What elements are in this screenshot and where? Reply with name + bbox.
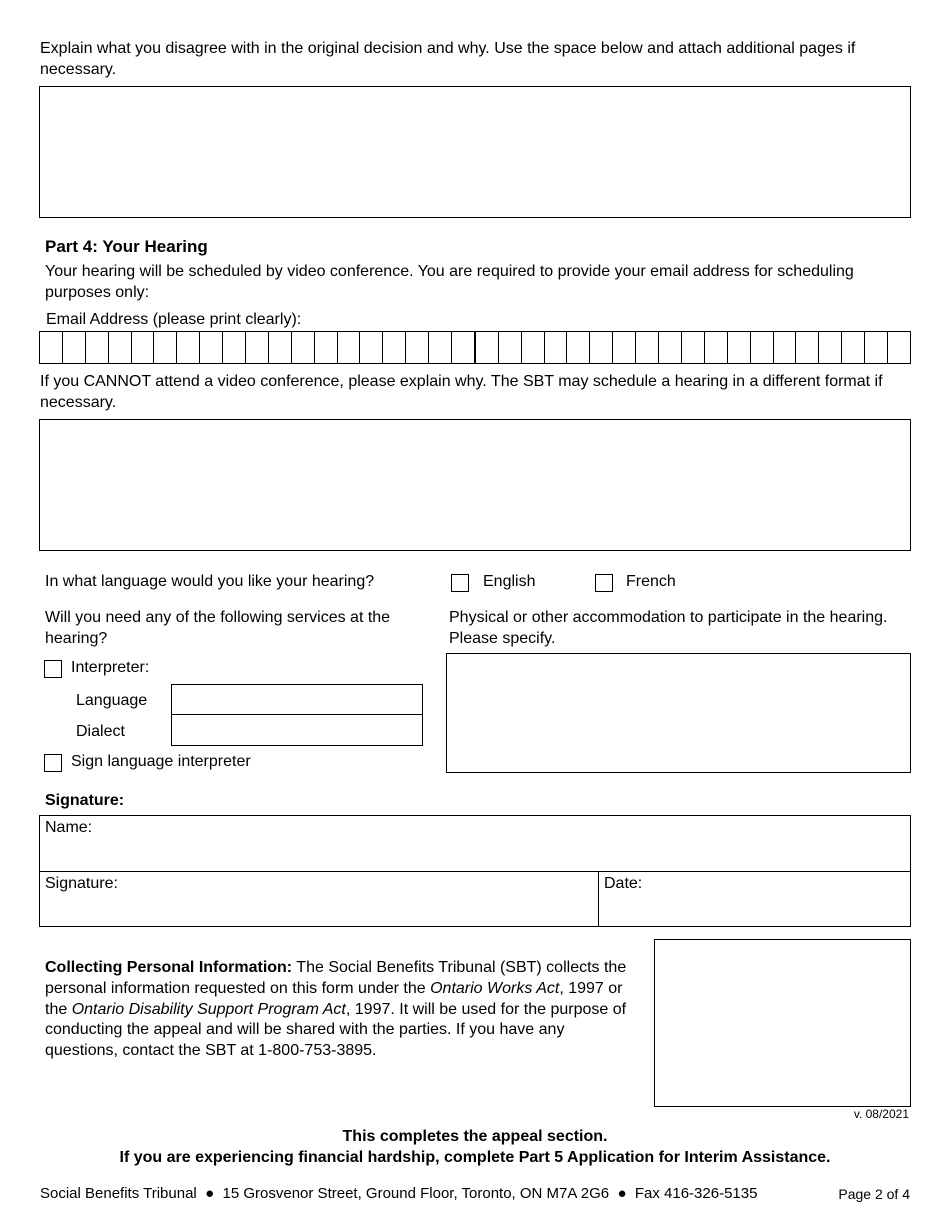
email-char-cell[interactable] bbox=[476, 332, 499, 363]
email-char-cell[interactable] bbox=[613, 332, 636, 363]
footer-fax: Fax 416-326-5135 bbox=[634, 1185, 758, 1202]
page-number: Page 2 of 4 bbox=[838, 1186, 910, 1202]
date-label: Date: bbox=[604, 875, 643, 892]
email-char-cell[interactable] bbox=[705, 332, 728, 363]
email-char-cell[interactable] bbox=[223, 332, 246, 363]
part4-heading: Part 4: Your Hearing bbox=[45, 237, 208, 256]
email-char-cell[interactable] bbox=[154, 332, 177, 363]
email-label: Email Address (please print clearly): bbox=[46, 311, 302, 328]
office-use-box bbox=[654, 939, 911, 1107]
email-char-cell[interactable] bbox=[383, 332, 406, 363]
name-label: Name: bbox=[45, 819, 93, 836]
bullet-icon: ● bbox=[200, 1185, 219, 1202]
email-char-cell[interactable] bbox=[751, 332, 774, 363]
privacy-act-1: Ontario Works Act bbox=[430, 979, 560, 997]
privacy-text-1: The Social Benefits Tribunal (SBT) collects the personal information requested on this form under the bbox=[45, 959, 627, 997]
email-char-cell[interactable] bbox=[269, 332, 292, 363]
dialect-input[interactable] bbox=[171, 714, 423, 746]
signature-heading: Signature: bbox=[45, 792, 125, 809]
footer-address-line bbox=[40, 1184, 757, 1204]
email-input-grid[interactable] bbox=[39, 331, 911, 364]
email-char-cell[interactable] bbox=[132, 332, 155, 363]
privacy-text-2: , 1997 or the bbox=[45, 979, 623, 1018]
footer-address: 15 Grosvenor Street, Ground Floor, Toronto, ON M7A 2G6 bbox=[222, 1185, 610, 1202]
email-char-cell[interactable] bbox=[819, 332, 842, 363]
sign-language-label: Sign language interpreter bbox=[71, 753, 251, 770]
footer-org: Social Benefits Tribunal bbox=[40, 1185, 197, 1202]
email-char-cell[interactable] bbox=[109, 332, 132, 363]
email-char-cell[interactable] bbox=[406, 332, 429, 363]
interpreter-label: Interpreter: bbox=[71, 659, 150, 676]
email-char-cell[interactable] bbox=[499, 332, 522, 363]
privacy-heading: Collecting Personal Information: bbox=[45, 959, 293, 976]
french-checkbox[interactable] bbox=[595, 574, 613, 592]
email-char-cell[interactable] bbox=[315, 332, 338, 363]
email-char-cell[interactable] bbox=[682, 332, 705, 363]
email-char-cell[interactable] bbox=[292, 332, 315, 363]
signature-table bbox=[39, 815, 911, 927]
version-label: v. 08/2021 bbox=[853, 1107, 909, 1121]
email-char-cell[interactable] bbox=[522, 332, 545, 363]
accommodation-textarea[interactable] bbox=[446, 653, 911, 773]
cannot-attend-instruction: If you CANNOT attend a video conference, please explain why. The SBT may schedule a hearing in a different format if necessary. bbox=[40, 373, 883, 411]
sign-language-checkbox[interactable] bbox=[44, 754, 62, 772]
services-question: Will you need any of the following services at the hearing? bbox=[45, 609, 391, 647]
name-field[interactable] bbox=[40, 816, 910, 872]
email-char-cell[interactable] bbox=[246, 332, 269, 363]
email-char-cell[interactable] bbox=[774, 332, 797, 363]
bullet-icon: ● bbox=[613, 1185, 631, 1202]
language-field-label: Language bbox=[76, 692, 148, 709]
language-question: In what language would you like your hearing? bbox=[45, 573, 375, 590]
email-char-cell[interactable] bbox=[429, 332, 452, 363]
privacy-act-2: Ontario Disability Support Program Act bbox=[71, 1000, 346, 1018]
disagree-instruction: Explain what you disagree with in the original decision and why. Use the space below and attach additional pages if necessary. bbox=[40, 40, 856, 78]
completion-line2: If you are experiencing financial hardship, complete Part 5 Application for Interim Assistance. bbox=[119, 1149, 831, 1166]
email-char-cell[interactable] bbox=[842, 332, 865, 363]
email-char-cell[interactable] bbox=[590, 332, 613, 363]
privacy-notice bbox=[45, 958, 635, 1062]
email-char-cell[interactable] bbox=[545, 332, 568, 363]
date-field[interactable] bbox=[599, 872, 911, 927]
english-checkbox[interactable] bbox=[451, 574, 469, 592]
email-char-cell[interactable] bbox=[86, 332, 109, 363]
dialect-field-label: Dialect bbox=[76, 723, 125, 740]
email-char-cell[interactable] bbox=[40, 332, 63, 363]
email-char-cell[interactable] bbox=[796, 332, 819, 363]
language-input[interactable] bbox=[171, 684, 423, 715]
email-char-cell[interactable] bbox=[360, 332, 383, 363]
email-char-cell[interactable] bbox=[338, 332, 361, 363]
interpreter-checkbox[interactable] bbox=[44, 660, 62, 678]
french-label: French bbox=[626, 573, 676, 590]
email-char-cell[interactable] bbox=[728, 332, 751, 363]
completion-line1: This completes the appeal section. bbox=[342, 1128, 608, 1145]
part4-intro: Your hearing will be scheduled by video conference. You are required to provide your email address for scheduling purposes only: bbox=[45, 263, 854, 301]
email-char-cell[interactable] bbox=[567, 332, 590, 363]
email-char-cell[interactable] bbox=[200, 332, 223, 363]
email-char-cell[interactable] bbox=[636, 332, 659, 363]
disagree-textarea[interactable] bbox=[39, 86, 911, 218]
signature-label: Signature: bbox=[45, 875, 118, 892]
email-char-cell[interactable] bbox=[177, 332, 200, 363]
cannot-attend-textarea[interactable] bbox=[39, 419, 911, 551]
email-char-cell[interactable] bbox=[452, 332, 476, 363]
email-char-cell[interactable] bbox=[865, 332, 888, 363]
accommodation-label: Physical or other accommodation to participate in the hearing. Please specify. bbox=[449, 609, 888, 647]
email-char-cell[interactable] bbox=[659, 332, 682, 363]
english-label: English bbox=[483, 573, 536, 590]
privacy-text-3: , 1997. It will be used for the purpose of conducting the appeal and will be shared with the parties. If you have any questions, contact the SBT at 1-800-753-3895. bbox=[45, 1000, 627, 1060]
signature-field[interactable] bbox=[40, 872, 599, 927]
email-char-cell[interactable] bbox=[888, 332, 910, 363]
email-char-cell[interactable] bbox=[63, 332, 86, 363]
